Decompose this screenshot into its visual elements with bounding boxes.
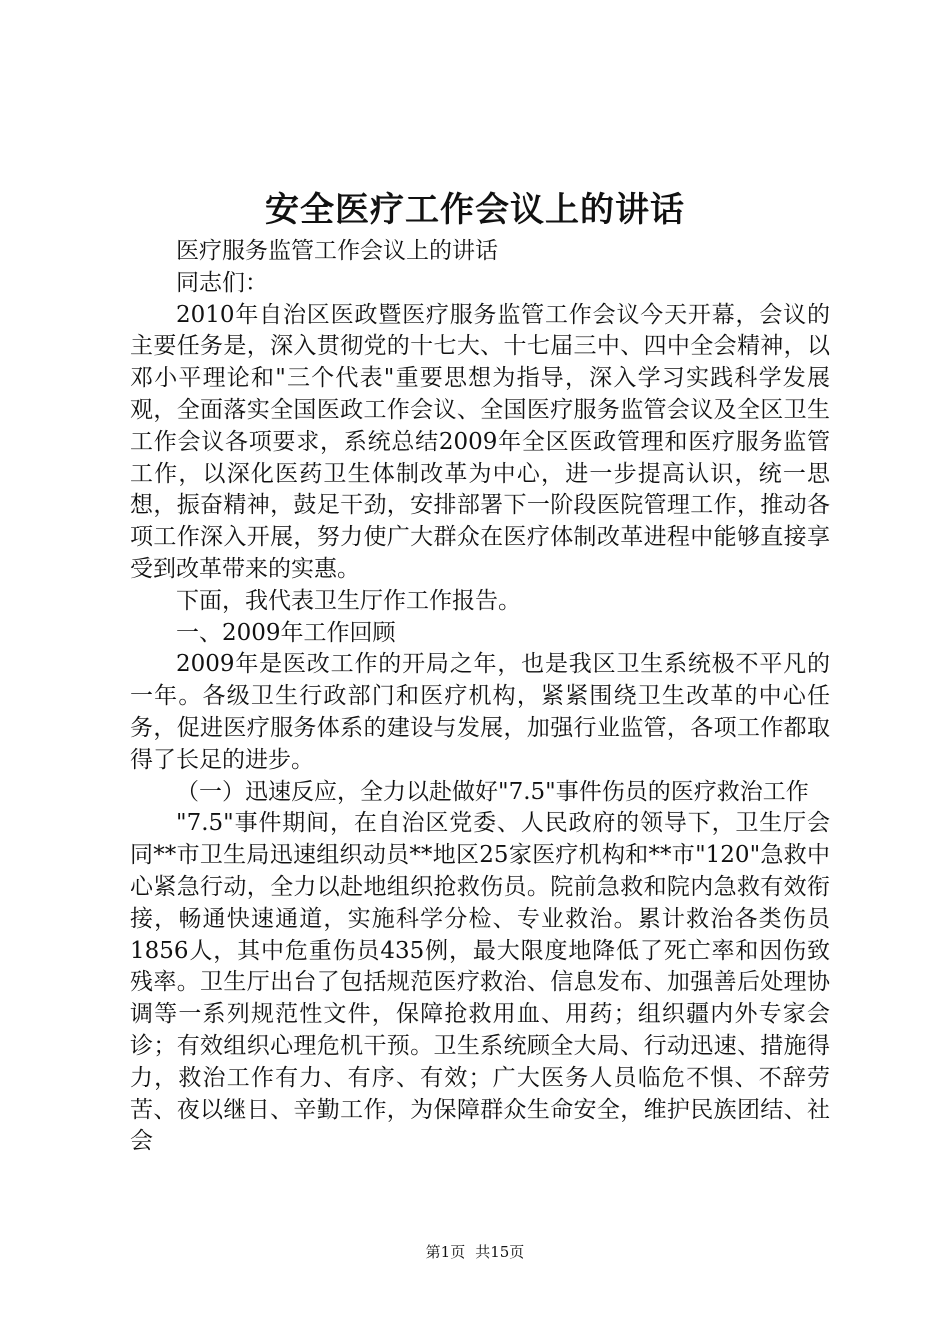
page-footer [0, 1241, 950, 1263]
page-total: 共15页 [475, 1243, 525, 1261]
document-title: 安全医疗工作会议上的讲话 [265, 190, 685, 230]
body-paragraph: 2009年是医改工作的开局之年，也是我区卫生系统极不平凡的一年。各级卫生行政部门和医疗机构，紧紧围绕卫生改革的中心任务，促进医疗服务体系的建设与发展，加强行业监管，各项工作都取得了长足的进步。 [130, 651, 830, 773]
body-paragraph: 下面，我代表卫生厅作工作报告。 [176, 587, 521, 614]
body-paragraph: "7.5"事件期间，在自治区党委、人民政府的领导下，卫生厅会同**市卫生局迅速组织动员**地区25家医疗机构和**市"120"急救中心紧急行动，全力以赴地组织抢救伤员。院前急救和院内急救有效衔接，畅通快速通道，实施科学分检、专业救治。累计救治各类伤员1856人，其中危重伤员435例，最大限度地降低了死亡率和因伤致残率。卫生厅出台了包括规范医疗救治、信息发布、加强善后处理协调等一系列规范性文件，保障抢救用血、用药；组织疆内外专家会诊；有效组织心理危机干预。卫生系统顾全大局、行动迅速、措施得力，救治工作有力、有序、有效；广大医务人员临危不惧、不辞劳苦、夜以继日、辛勤工作，为保障群众生命安全，维护民族团结、社会 [130, 810, 830, 1155]
subsection-heading: （一）迅速反应，全力以赴做好"7.5"事件伤员的医疗救治工作 [176, 778, 809, 805]
page-number: 第1页 [425, 1243, 466, 1261]
document-body [130, 236, 830, 1158]
subtitle-paragraph: 医疗服务监管工作会议上的讲话 [176, 238, 498, 264]
section-heading: 一、2009年工作回顾 [176, 619, 396, 646]
body-paragraph: 2010年自治区医政暨医疗服务监管工作会议今天开幕，会议的主要任务是，深入贯彻党的十七大、十七届三中、四中全会精神，以邓小平理论和"三个代表"重要思想为指导，深入学习实践科学发展观，全面落实全国医政工作会议、全国医疗服务监管会议及全区卫生工作会议各项要求，系统总结2009年全区医政管理和医疗服务监管工作，以深化医药卫生体制改革为中心，进一步提高认识，统一思想，振奋精神，鼓足干劲，安排部署下一阶段医院管理工作，推动各项工作深入开展，努力使广大群众在医疗体制改革进程中能够直接享受到改革带来的实惠。 [130, 301, 830, 582]
salutation-paragraph: 同志们： [176, 269, 268, 296]
